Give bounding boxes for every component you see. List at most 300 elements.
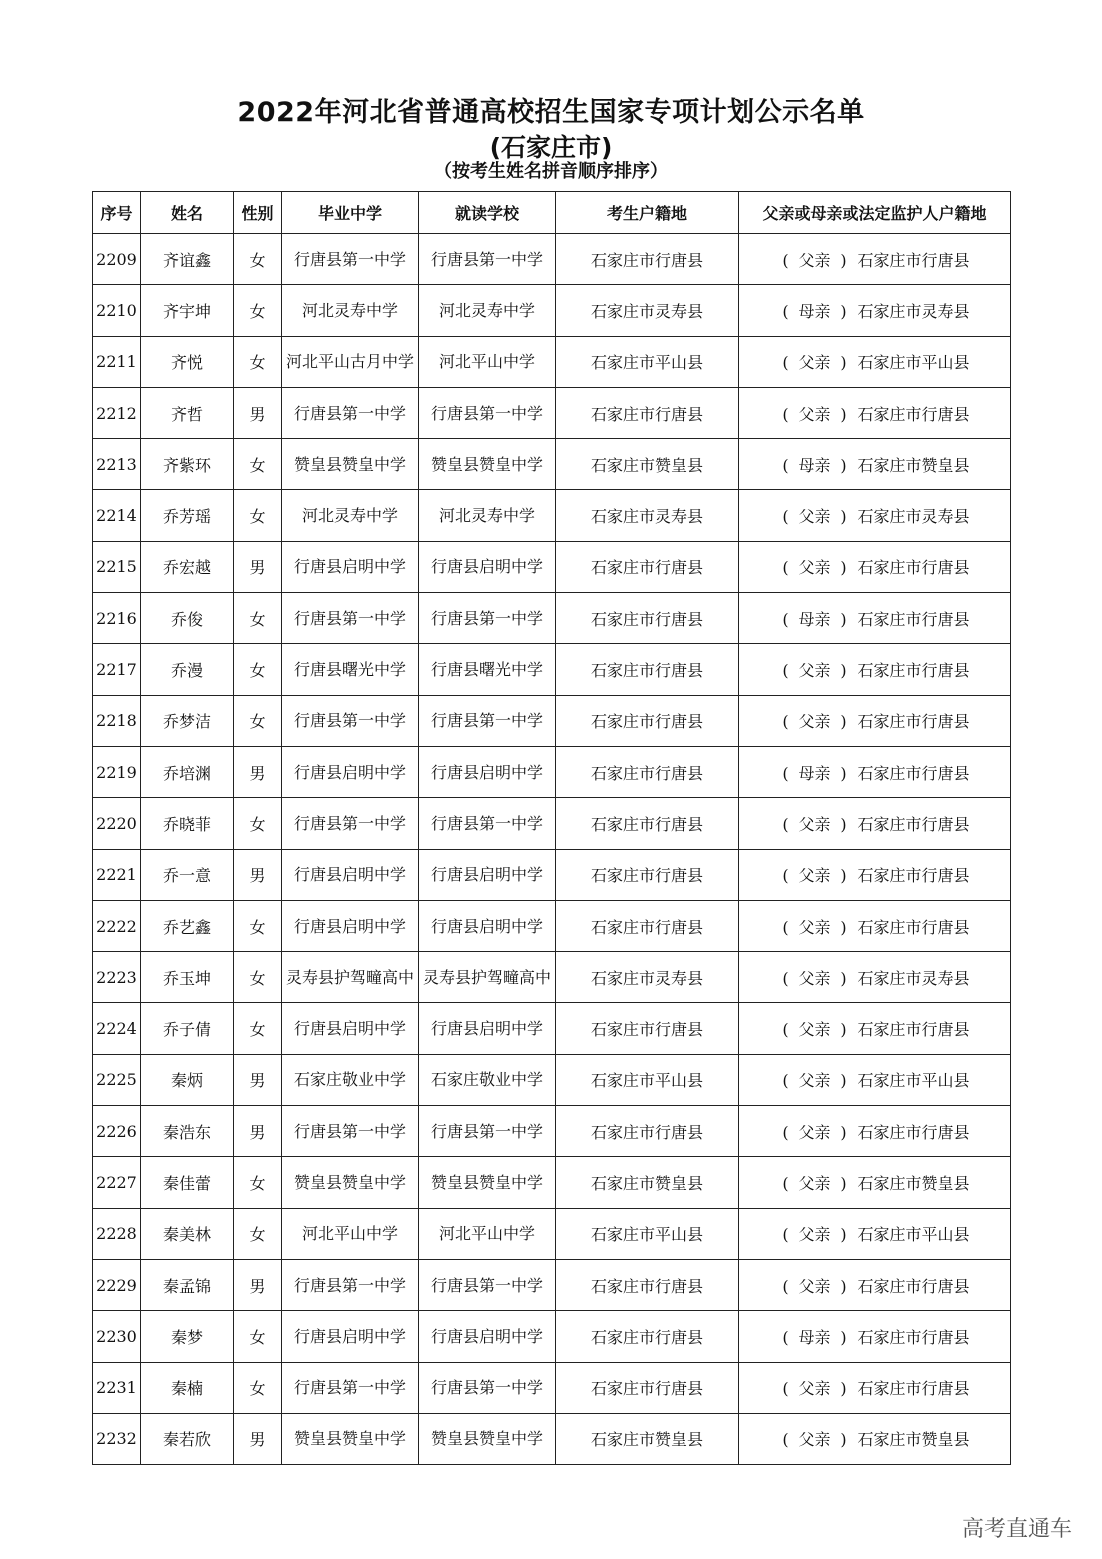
cell-guardian-hukou	[739, 1003, 1011, 1054]
cell-grad-school: 行唐县启明中学	[282, 746, 419, 797]
guardian-place: 石家庄市行唐县	[857, 866, 970, 886]
paren-open: (	[782, 1379, 789, 1399]
cell-name: 秦浩东	[141, 1106, 234, 1157]
cell-guardian-hukou	[739, 1106, 1011, 1157]
paren-open: (	[782, 250, 789, 270]
cell-guardian-hukou	[739, 1259, 1011, 1310]
paren-close: )	[840, 455, 847, 475]
cell-no: 2212	[93, 387, 141, 438]
cell-current-school: 行唐县第一中学	[419, 1362, 556, 1413]
cell-guardian-hukou	[739, 1311, 1011, 1362]
cell-name: 乔芳瑶	[141, 490, 234, 541]
cell-no: 2217	[93, 644, 141, 695]
guardian-place: 石家庄市平山县	[857, 353, 970, 373]
paren-open: (	[782, 866, 789, 886]
paren-close: )	[840, 661, 847, 681]
paren-open: (	[782, 609, 789, 629]
cell-current-school: 行唐县第一中学	[419, 234, 556, 285]
cell-guardian-hukou	[739, 336, 1011, 387]
cell-guardian-hukou	[739, 387, 1011, 438]
cell-guardian-hukou	[739, 746, 1011, 797]
cell-hukou: 石家庄市行唐县	[556, 1259, 739, 1310]
cell-grad-school: 行唐县启明中学	[282, 1003, 419, 1054]
cell-no: 2221	[93, 849, 141, 900]
table-row	[93, 1106, 1011, 1157]
cell-no: 2214	[93, 490, 141, 541]
paren-close: )	[840, 250, 847, 270]
cell-grad-school: 河北灵寿中学	[282, 490, 419, 541]
cell-current-school: 河北灵寿中学	[419, 285, 556, 336]
cell-grad-school: 行唐县启明中学	[282, 541, 419, 592]
paren-close: )	[840, 1327, 847, 1347]
cell-name: 秦楠	[141, 1362, 234, 1413]
paren-close: )	[840, 814, 847, 834]
paren-open: (	[782, 1276, 789, 1296]
cell-current-school: 行唐县启明中学	[419, 746, 556, 797]
paren-open: (	[782, 301, 789, 321]
header-cell-no: 序号	[93, 192, 141, 234]
cell-no: 2225	[93, 1054, 141, 1105]
cell-grad-school: 行唐县第一中学	[282, 234, 419, 285]
cell-hukou: 石家庄市赞皇县	[556, 1413, 739, 1464]
cell-gender: 男	[234, 746, 282, 797]
cell-current-school: 河北平山中学	[419, 1208, 556, 1259]
guardian-place: 石家庄市灵寿县	[857, 507, 970, 527]
header-cell-grad-school: 毕业中学	[282, 192, 419, 234]
guardian-relation: 父亲	[798, 507, 831, 527]
cell-grad-school: 赞皇县赞皇中学	[282, 1413, 419, 1464]
paren-close: )	[840, 558, 847, 578]
paren-close: )	[840, 763, 847, 783]
cell-gender: 男	[234, 849, 282, 900]
cell-no: 2216	[93, 593, 141, 644]
cell-hukou: 石家庄市行唐县	[556, 234, 739, 285]
cell-guardian-hukou	[739, 1413, 1011, 1464]
cell-hukou: 石家庄市行唐县	[556, 387, 739, 438]
cell-name: 乔子倩	[141, 1003, 234, 1054]
table-row	[93, 285, 1011, 336]
guardian-relation: 母亲	[798, 1327, 831, 1347]
guardian-place: 石家庄市行唐县	[857, 712, 970, 732]
header-cell-hukou: 考生户籍地	[556, 192, 739, 234]
cell-gender: 女	[234, 900, 282, 951]
paren-close: )	[840, 1122, 847, 1142]
cell-hukou: 石家庄市平山县	[556, 1208, 739, 1259]
cell-grad-school: 行唐县第一中学	[282, 695, 419, 746]
cell-current-school: 行唐县启明中学	[419, 849, 556, 900]
cell-current-school: 行唐县第一中学	[419, 593, 556, 644]
cell-hukou: 石家庄市行唐县	[556, 1311, 739, 1362]
cell-hukou: 石家庄市行唐县	[556, 695, 739, 746]
paren-close: )	[840, 1379, 847, 1399]
cell-name: 乔漫	[141, 644, 234, 695]
guardian-relation: 父亲	[798, 866, 831, 886]
cell-name: 秦佳蕾	[141, 1157, 234, 1208]
guardian-relation: 母亲	[798, 763, 831, 783]
paren-open: (	[782, 712, 789, 732]
cell-name: 齐悦	[141, 336, 234, 387]
guardian-place: 石家庄市行唐县	[857, 1327, 970, 1347]
table-row	[93, 541, 1011, 592]
cell-gender: 男	[234, 1413, 282, 1464]
table-row	[93, 798, 1011, 849]
guardian-relation: 父亲	[798, 1122, 831, 1142]
cell-guardian-hukou	[739, 644, 1011, 695]
cell-grad-school: 行唐县第一中学	[282, 1259, 419, 1310]
guardian-place: 石家庄市行唐县	[857, 1379, 970, 1399]
cell-guardian-hukou	[739, 900, 1011, 951]
cell-gender: 女	[234, 593, 282, 644]
cell-current-school: 赞皇县赞皇中学	[419, 1157, 556, 1208]
table-row	[93, 849, 1011, 900]
paren-close: )	[840, 1430, 847, 1450]
watermark: 高考直通车	[961, 1517, 1072, 1542]
cell-gender: 男	[234, 1054, 282, 1105]
page-title: 2022年河北省普通高校招生国家专项计划公示名单	[237, 97, 865, 128]
table-row	[93, 234, 1011, 285]
guardian-place: 石家庄市行唐县	[857, 250, 970, 270]
guardian-place: 石家庄市行唐县	[857, 558, 970, 578]
cell-no: 2226	[93, 1106, 141, 1157]
cell-no: 2213	[93, 439, 141, 490]
guardian-relation: 父亲	[798, 814, 831, 834]
cell-grad-school: 河北灵寿中学	[282, 285, 419, 336]
paren-close: )	[840, 507, 847, 527]
cell-no: 2209	[93, 234, 141, 285]
cell-hukou: 石家庄市行唐县	[556, 900, 739, 951]
cell-hukou: 石家庄市平山县	[556, 1054, 739, 1105]
cell-grad-school: 行唐县启明中学	[282, 900, 419, 951]
cell-no: 2210	[93, 285, 141, 336]
table-row	[93, 746, 1011, 797]
cell-gender: 女	[234, 644, 282, 695]
table-row	[93, 1362, 1011, 1413]
table-row	[93, 439, 1011, 490]
cell-name: 乔梦洁	[141, 695, 234, 746]
cell-current-school: 行唐县启明中学	[419, 1311, 556, 1362]
guardian-relation: 父亲	[798, 353, 831, 373]
paren-open: (	[782, 1173, 789, 1193]
cell-guardian-hukou	[739, 849, 1011, 900]
guardian-place: 石家庄市行唐县	[857, 404, 970, 424]
paren-close: )	[840, 301, 847, 321]
guardian-relation: 母亲	[798, 609, 831, 629]
cell-no: 2228	[93, 1208, 141, 1259]
paren-close: )	[840, 712, 847, 732]
cell-name: 齐谊鑫	[141, 234, 234, 285]
cell-grad-school: 行唐县启明中学	[282, 849, 419, 900]
header-cell-current-school: 就读学校	[419, 192, 556, 234]
paren-close: )	[840, 609, 847, 629]
header-cell-guardian-hukou: 父亲或母亲或法定监护人户籍地	[739, 192, 1011, 234]
paren-close: )	[840, 1020, 847, 1040]
cell-gender: 男	[234, 387, 282, 438]
paren-close: )	[840, 866, 847, 886]
cell-grad-school: 行唐县第一中学	[282, 387, 419, 438]
cell-guardian-hukou	[739, 695, 1011, 746]
header-cell-gender: 性别	[234, 192, 282, 234]
cell-current-school: 行唐县第一中学	[419, 1106, 556, 1157]
cell-gender: 女	[234, 1362, 282, 1413]
table-row	[93, 336, 1011, 387]
cell-hukou: 石家庄市行唐县	[556, 541, 739, 592]
paren-open: (	[782, 1020, 789, 1040]
cell-hukou: 石家庄市行唐县	[556, 644, 739, 695]
paren-open: (	[782, 814, 789, 834]
table-row	[93, 1054, 1011, 1105]
table-row	[93, 952, 1011, 1003]
cell-current-school: 行唐县第一中学	[419, 798, 556, 849]
cell-current-school: 行唐县第一中学	[419, 1259, 556, 1310]
cell-no: 2230	[93, 1311, 141, 1362]
cell-name: 秦若欣	[141, 1413, 234, 1464]
guardian-relation: 父亲	[798, 917, 831, 937]
guardian-relation: 母亲	[798, 301, 831, 321]
guardian-relation: 父亲	[798, 661, 831, 681]
paren-open: (	[782, 1225, 789, 1245]
table-row	[93, 593, 1011, 644]
cell-guardian-hukou	[739, 1054, 1011, 1105]
cell-name: 秦孟锦	[141, 1259, 234, 1310]
guardian-relation: 父亲	[798, 250, 831, 270]
paren-open: (	[782, 1122, 789, 1142]
cell-no: 2232	[93, 1413, 141, 1464]
cell-no: 2231	[93, 1362, 141, 1413]
paren-open: (	[782, 1071, 789, 1091]
cell-gender: 男	[234, 541, 282, 592]
cell-hukou: 石家庄市灵寿县	[556, 952, 739, 1003]
cell-gender: 男	[234, 1106, 282, 1157]
cell-gender: 女	[234, 336, 282, 387]
paren-open: (	[782, 661, 789, 681]
guardian-place: 石家庄市行唐县	[857, 814, 970, 834]
cell-current-school: 行唐县启明中学	[419, 1003, 556, 1054]
table-row	[93, 1157, 1011, 1208]
cell-grad-school: 赞皇县赞皇中学	[282, 439, 419, 490]
guardian-relation: 父亲	[798, 1430, 831, 1450]
cell-current-school: 行唐县第一中学	[419, 387, 556, 438]
paren-close: )	[840, 1276, 847, 1296]
cell-current-school: 行唐县曙光中学	[419, 644, 556, 695]
cell-hukou: 石家庄市赞皇县	[556, 439, 739, 490]
table-row	[93, 900, 1011, 951]
cell-current-school: 行唐县启明中学	[419, 900, 556, 951]
cell-gender: 男	[234, 1259, 282, 1310]
cell-current-school: 赞皇县赞皇中学	[419, 1413, 556, 1464]
cell-no: 2223	[93, 952, 141, 1003]
cell-grad-school: 行唐县启明中学	[282, 1311, 419, 1362]
cell-grad-school: 行唐县第一中学	[282, 593, 419, 644]
guardian-place: 石家庄市行唐县	[857, 609, 970, 629]
guardian-place: 石家庄市赞皇县	[857, 1173, 970, 1193]
cell-gender: 女	[234, 285, 282, 336]
paren-open: (	[782, 455, 789, 475]
cell-grad-school: 石家庄敬业中学	[282, 1054, 419, 1105]
cell-hukou: 石家庄市行唐县	[556, 849, 739, 900]
cell-no: 2229	[93, 1259, 141, 1310]
cell-grad-school: 河北平山中学	[282, 1208, 419, 1259]
guardian-relation: 母亲	[798, 455, 831, 475]
cell-current-school: 石家庄敬业中学	[419, 1054, 556, 1105]
cell-current-school: 河北平山中学	[419, 336, 556, 387]
sort-note: （按考生姓名拼音顺序排序）	[434, 161, 668, 182]
guardian-relation: 父亲	[798, 968, 831, 988]
cell-gender: 女	[234, 798, 282, 849]
cell-current-school: 赞皇县赞皇中学	[419, 439, 556, 490]
paren-open: (	[782, 917, 789, 937]
cell-no: 2227	[93, 1157, 141, 1208]
cell-guardian-hukou	[739, 593, 1011, 644]
guardian-relation: 父亲	[798, 404, 831, 424]
page-subtitle: (石家庄市)	[489, 133, 613, 162]
cell-gender: 女	[234, 952, 282, 1003]
cell-no: 2211	[93, 336, 141, 387]
paren-close: )	[840, 1173, 847, 1193]
guardian-place: 石家庄市赞皇县	[857, 455, 970, 475]
header-cell-name: 姓名	[141, 192, 234, 234]
cell-hukou: 石家庄市行唐县	[556, 1362, 739, 1413]
cell-gender: 女	[234, 490, 282, 541]
paren-open: (	[782, 1327, 789, 1347]
cell-no: 2222	[93, 900, 141, 951]
cell-hukou: 石家庄市平山县	[556, 336, 739, 387]
guardian-relation: 父亲	[798, 1276, 831, 1296]
cell-name: 乔晓菲	[141, 798, 234, 849]
cell-hukou: 石家庄市灵寿县	[556, 285, 739, 336]
paren-close: )	[840, 353, 847, 373]
cell-name: 秦炳	[141, 1054, 234, 1105]
cell-current-school: 行唐县第一中学	[419, 695, 556, 746]
paren-close: )	[840, 917, 847, 937]
guardian-place: 石家庄市行唐县	[857, 1276, 970, 1296]
cell-current-school: 灵寿县护驾疃高中	[419, 952, 556, 1003]
table-row	[93, 644, 1011, 695]
cell-name: 乔艺鑫	[141, 900, 234, 951]
paren-open: (	[782, 404, 789, 424]
guardian-relation: 父亲	[798, 1379, 831, 1399]
guardian-relation: 父亲	[798, 1225, 831, 1245]
cell-guardian-hukou	[739, 1208, 1011, 1259]
paren-open: (	[782, 353, 789, 373]
cell-grad-school: 行唐县第一中学	[282, 1362, 419, 1413]
guardian-relation: 父亲	[798, 1020, 831, 1040]
cell-name: 乔宏越	[141, 541, 234, 592]
paren-open: (	[782, 968, 789, 988]
table-row	[93, 490, 1011, 541]
cell-hukou: 石家庄市行唐县	[556, 593, 739, 644]
cell-name: 齐哲	[141, 387, 234, 438]
header-row	[93, 192, 1011, 234]
paren-close: )	[840, 404, 847, 424]
cell-grad-school: 赞皇县赞皇中学	[282, 1157, 419, 1208]
cell-guardian-hukou	[739, 798, 1011, 849]
guardian-place: 石家庄市行唐县	[857, 763, 970, 783]
table-row	[93, 695, 1011, 746]
cell-name: 齐宇坤	[141, 285, 234, 336]
guardian-relation: 父亲	[798, 1071, 831, 1091]
cell-gender: 女	[234, 234, 282, 285]
cell-no: 2224	[93, 1003, 141, 1054]
cell-hukou: 石家庄市赞皇县	[556, 1157, 739, 1208]
cell-gender: 女	[234, 1311, 282, 1362]
cell-guardian-hukou	[739, 285, 1011, 336]
paren-close: )	[840, 1225, 847, 1245]
cell-hukou: 石家庄市行唐县	[556, 1106, 739, 1157]
cell-gender: 女	[234, 1208, 282, 1259]
table-row	[93, 387, 1011, 438]
cell-no: 2219	[93, 746, 141, 797]
table-row	[93, 1208, 1011, 1259]
roster-table	[92, 191, 1011, 1465]
cell-no: 2218	[93, 695, 141, 746]
guardian-place: 石家庄市平山县	[857, 1071, 970, 1091]
cell-grad-school: 灵寿县护驾疃高中	[282, 952, 419, 1003]
guardian-place: 石家庄市行唐县	[857, 1020, 970, 1040]
cell-hukou: 石家庄市行唐县	[556, 1003, 739, 1054]
guardian-relation: 父亲	[798, 558, 831, 578]
guardian-place: 石家庄市赞皇县	[857, 1430, 970, 1450]
guardian-place: 石家庄市行唐县	[857, 917, 970, 937]
cell-hukou: 石家庄市灵寿县	[556, 490, 739, 541]
cell-gender: 女	[234, 1003, 282, 1054]
cell-name: 秦梦	[141, 1311, 234, 1362]
cell-name: 乔培渊	[141, 746, 234, 797]
paren-close: )	[840, 968, 847, 988]
paren-open: (	[782, 507, 789, 527]
cell-name: 乔一意	[141, 849, 234, 900]
cell-guardian-hukou	[739, 490, 1011, 541]
guardian-place: 石家庄市平山县	[857, 1225, 970, 1245]
cell-name: 秦美林	[141, 1208, 234, 1259]
cell-guardian-hukou	[739, 952, 1011, 1003]
cell-name: 齐紫环	[141, 439, 234, 490]
cell-gender: 女	[234, 439, 282, 490]
guardian-place: 石家庄市灵寿县	[857, 301, 970, 321]
guardian-relation: 父亲	[798, 712, 831, 732]
table-row	[93, 1003, 1011, 1054]
cell-guardian-hukou	[739, 1157, 1011, 1208]
paren-open: (	[782, 558, 789, 578]
cell-hukou: 石家庄市行唐县	[556, 798, 739, 849]
table-row	[93, 1413, 1011, 1464]
cell-grad-school: 行唐县第一中学	[282, 798, 419, 849]
cell-guardian-hukou	[739, 1362, 1011, 1413]
guardian-place: 石家庄市灵寿县	[857, 968, 970, 988]
cell-no: 2220	[93, 798, 141, 849]
guardian-place: 石家庄市行唐县	[857, 661, 970, 681]
cell-hukou: 石家庄市行唐县	[556, 746, 739, 797]
cell-guardian-hukou	[739, 541, 1011, 592]
cell-name: 乔俊	[141, 593, 234, 644]
cell-gender: 女	[234, 695, 282, 746]
cell-guardian-hukou	[739, 234, 1011, 285]
table-row	[93, 1259, 1011, 1310]
guardian-place: 石家庄市行唐县	[857, 1122, 970, 1142]
cell-grad-school: 行唐县曙光中学	[282, 644, 419, 695]
cell-current-school: 河北灵寿中学	[419, 490, 556, 541]
cell-name: 乔玉坤	[141, 952, 234, 1003]
table-row	[93, 1311, 1011, 1362]
paren-open: (	[782, 763, 789, 783]
cell-guardian-hukou	[739, 439, 1011, 490]
cell-current-school: 行唐县启明中学	[419, 541, 556, 592]
guardian-relation: 父亲	[798, 1173, 831, 1193]
cell-gender: 女	[234, 1157, 282, 1208]
cell-grad-school: 行唐县第一中学	[282, 1106, 419, 1157]
cell-grad-school: 河北平山古月中学	[282, 336, 419, 387]
cell-no: 2215	[93, 541, 141, 592]
paren-open: (	[782, 1430, 789, 1450]
